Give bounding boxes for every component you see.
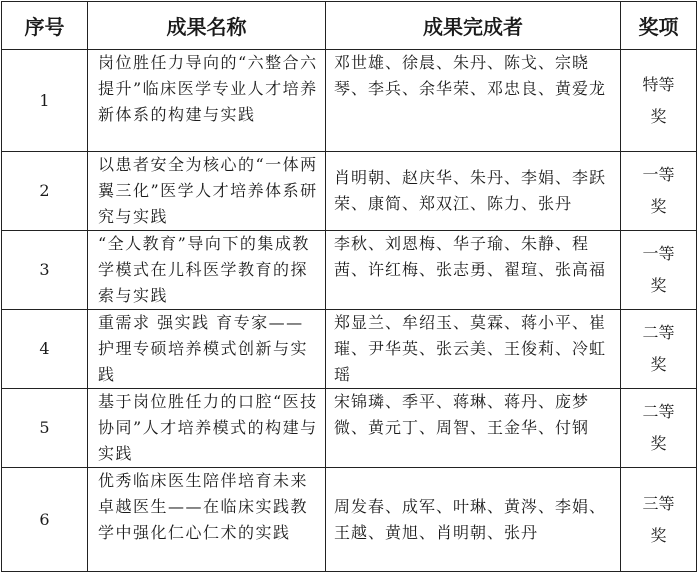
row-award-cell <box>621 468 697 572</box>
row-award-cell <box>621 310 697 389</box>
row-members: 周发春、成军、叶琳、黄涔、李娟、王越、黄旭、肖明朝、张丹 <box>326 468 621 572</box>
row-award: 三等奖 <box>642 493 675 545</box>
row-award: 一等奖 <box>642 165 675 216</box>
row-title: 岗位胜任力导向的“六整合六提升”临床医学专业人才培养新体系的构建与实践 <box>88 50 326 152</box>
row-title: “全人教育”导向下的集成教学模式在儿科医学教育的探索与实践 <box>88 231 326 310</box>
row-members: 李秋、刘恩梅、华子瑜、朱静、程茜、许红梅、张志勇、翟瑄、张高福 <box>326 231 621 310</box>
awards-table <box>1 1 697 572</box>
table-row <box>2 389 697 468</box>
row-title: 以患者安全为核心的“一体两翼三化”医学人才培养体系研究与实践 <box>88 152 326 231</box>
row-award-cell <box>621 50 697 152</box>
row-award-cell <box>621 389 697 468</box>
header-title: 成果名称 <box>88 2 326 50</box>
row-members: 邓世雄、徐晨、朱丹、陈戈、宗晓琴、李兵、余华荣、邓忠良、黄爱龙 <box>326 50 621 152</box>
table-row <box>2 152 697 231</box>
row-index: 2 <box>2 152 88 231</box>
row-award: 二等奖 <box>642 323 675 374</box>
row-award-cell <box>621 152 697 231</box>
table-row <box>2 468 697 572</box>
row-award: 一等奖 <box>642 244 675 295</box>
row-title: 重需求 强实践 育专家——护理专硕培养模式创新与实践 <box>88 310 326 389</box>
table-row <box>2 310 697 389</box>
row-index: 5 <box>2 389 88 468</box>
table-row <box>2 50 697 152</box>
header-index: 序号 <box>2 2 88 50</box>
row-members: 肖明朝、赵庆华、朱丹、李娟、李跃荣、康简、郑双江、陈力、张丹 <box>326 152 621 231</box>
header-members: 成果完成者 <box>326 2 621 50</box>
row-title: 基于岗位胜任力的口腔“医技协同”人才培养模式的构建与实践 <box>88 389 326 468</box>
row-index: 3 <box>2 231 88 310</box>
row-award: 特等奖 <box>642 74 675 126</box>
row-members: 宋锦璘、季平、蒋琳、蒋丹、庞梦微、黄元丁、周智、王金华、付钢 <box>326 389 621 468</box>
row-award-cell <box>621 231 697 310</box>
row-title: 优秀临床医生陪伴培育未来卓越医生——在临床实践教学中强化仁心仁术的实践 <box>88 468 326 572</box>
header-award: 奖项 <box>621 2 697 50</box>
row-index: 6 <box>2 468 88 572</box>
row-index: 1 <box>2 50 88 152</box>
header-row <box>2 2 697 50</box>
row-award: 二等奖 <box>642 402 675 453</box>
row-index: 4 <box>2 310 88 389</box>
table-row <box>2 231 697 310</box>
row-members: 郑显兰、牟绍玉、莫霖、蒋小平、崔璀、尹华英、张云美、王俊莉、冷虹瑶 <box>326 310 621 389</box>
